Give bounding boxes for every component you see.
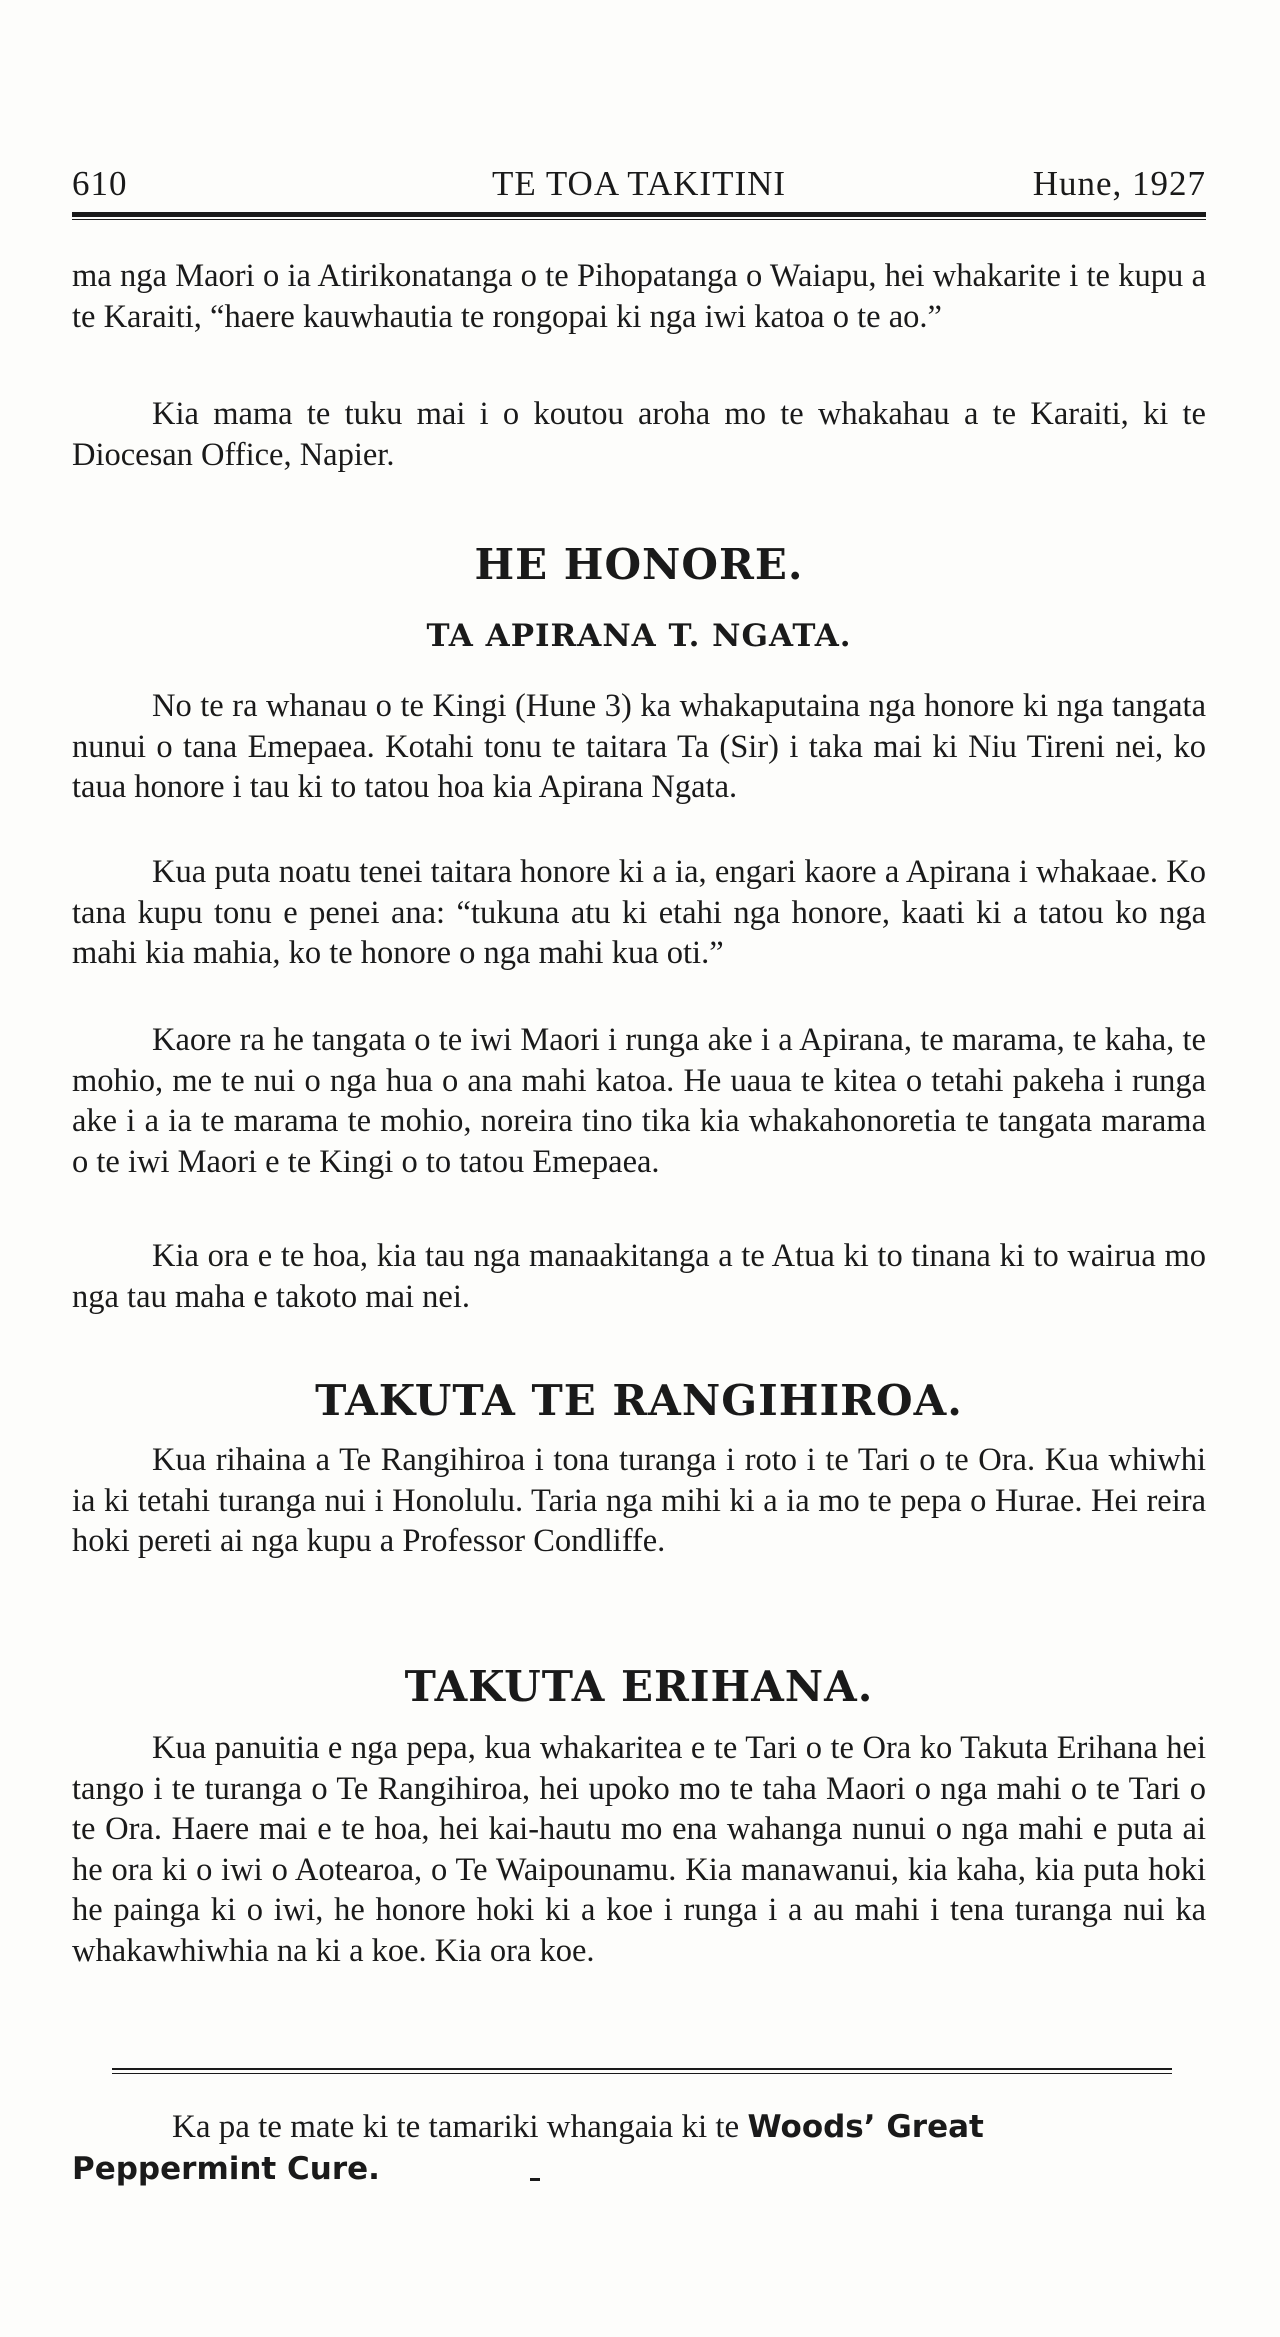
honore-paragraph-2: Kua puta noatu tenei taitara honore ki a ia, engari kaore a Apirana i whakaae. Ko tana kupu tonu e penei ana: “tukuna atu ki etahi nga honore, kaati ki a tatou ko nga mahi kia mahia, ko te honore o nga mahi kua oti.” [72,854,1206,971]
honore-paragraph-3: Kaore ra he tangata o te iwi Maori i runga ake i a Apirana, te marama, te kaha, te mohio, me te nui o nga hua o ana mahi katoa. He uaua te kitea o tetahi pakeha i runga ake i a ia te marama te mohio, noreira tino tika kia whakahonoretia te tangata marama o te iwi Maori e te Kingi o to tatou Emepaea. [72,1022,1206,1180]
honore-paragraph-1: No te ra whanau o te Kingi (Hune 3) ka whakaputaina nga honore ki nga tangata nunui o tana Emepaea. Kotahi tonu te taitara Ta (Sir) i taka mai ki Niu Tireni nei, ko taua honore i tau ki to tatou hoa kia Apirana Ngata. [72,688,1206,805]
honore-paragraph-4: Kia ora e te hoa, kia tau nga manaakitanga a te Atua ki to tinana ki to wairua mo nga tau maha e takoto mai nei. [72,1238,1206,1315]
advertisement [72,2106,1206,2190]
advert-text: Ka pa te mate ki te tamariki whangaia ki te [172,2109,748,2145]
section-heading-erihana: TAKUTA ERIHANA. [404,1662,874,1711]
section-subheading-apirana: TA APIRANA T. NGATA. [426,618,852,654]
advert-product-name-a: Woods’ Great [747,2109,984,2145]
journal-title: TE TOA TAKITINI [491,164,787,203]
section-heading-honore: HE HONORE. [474,540,804,589]
appeal-paragraph: Kia mama te tuku mai i o koutou aroha mo te whakahau a te Karaiti, ki te Diocesan Office, Napier. [72,396,1206,473]
advert-product-name-b: Peppermint Cure. [72,2151,380,2187]
header-rule [72,212,1206,220]
section-heading-rangihiroa: TAKUTA TE RANGIHIROA. [315,1376,963,1425]
advert-rule [112,2068,1172,2074]
page-number: 610 [72,164,128,203]
footer-mark [530,2178,540,2181]
issue-date: Hune, 1927 [1032,164,1206,203]
continuation-paragraph: ma nga Maori o ia Atirikonatanga o te Pihopatanga o Waiapu, hei whakarite i te kupu a te Karaiti, “haere kauwhautia te rongopai ki nga iwi katoa o te ao.” [72,258,1206,335]
rangihiroa-paragraph: Kua rihaina a Te Rangihiroa i tona turanga i roto i te Tari o te Ora. Kua whiwhi ia ki tetahi turanga nui i Honolulu. Taria nga mihi ki a ia mo te pepa o Hurae. Hei reira hoki pereti ai nga kupu a Professor Condliffe. [72,1442,1206,1559]
erihana-paragraph: Kua panuitia e nga pepa, kua whakaritea e te Tari o te Ora ko Takuta Erihana hei tango i te turanga o Te Rangihiroa, hei upoko mo te taha Maori o nga mahi o te Tari o te Ora. Haere mai e te hoa, hei kai-hautu mo ena wahanga nunui o nga mahi e puta ai he ora ki o iwi o Aotearoa, o Te Waipounamu. Kia manawanui, kia kaha, kia puta hoki he painga ki o iwi, he honore hoki ki a koe i runga i a au mahi i tena turanga nui ka whakawhiwhia na ki a koe. Kia ora koe. [72,1730,1206,1969]
running-header [72,164,1206,204]
